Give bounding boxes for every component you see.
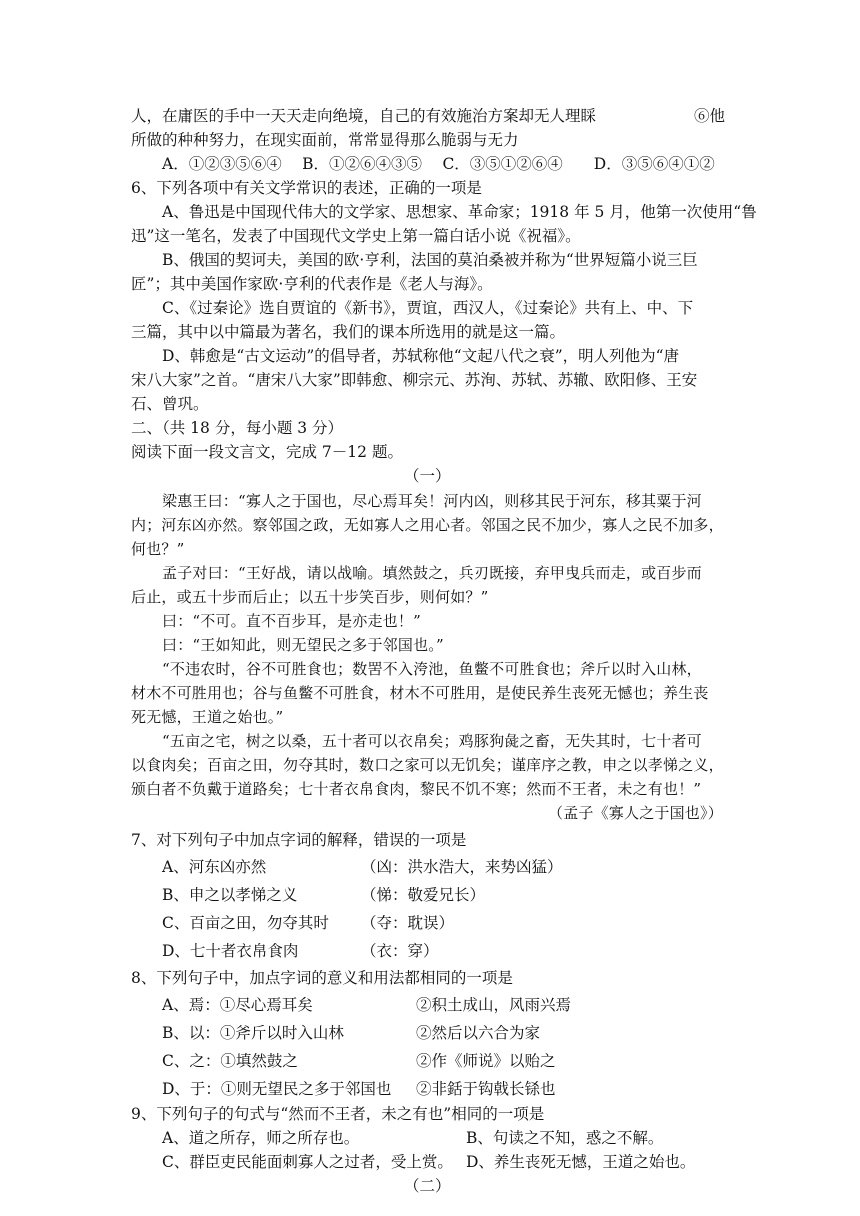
option-gloss: （悌：敬爱兄长） (361, 886, 486, 904)
option-gloss: （衣：穿） (361, 942, 439, 960)
option-line: B、句读之不知，惑之不解。 (466, 1129, 664, 1147)
option-line: ②然后以六合为家 (416, 1024, 541, 1042)
passage-line: 后止，或五十步而后止；以五十步笑百步，则何如？” (131, 588, 489, 606)
text-line: B、俄国的契诃夫，美国的欧·亨利，法国的莫泊桑被并称为“世界短篇小说三巨 (162, 251, 698, 269)
option-line: A、道之所存，师之所存也。 (162, 1129, 360, 1147)
option-line: B、以：①斧斤以时入山林 (162, 1024, 344, 1042)
text-line: 三篇，其中以中篇最为著名，我们的课本所选用的就是这一篇。 (131, 323, 566, 341)
option-line: A．①②③⑤⑥④ B．①②⑥④③⑤ C．③⑤①②⑥④ D．③⑤⑥④①② (162, 155, 715, 173)
option-line: ②积土成山，风雨兴焉 (416, 996, 572, 1014)
passage-line: 曰：“不可。直不百步耳，是亦走也！” (162, 612, 421, 630)
option-line: C、群臣吏民能面刺寡人之过者，受上赏。 (162, 1153, 453, 1171)
text-line: 所做的种种努力，在现实面前，常常显得那么脆弱与无力 (131, 131, 519, 149)
text-line: A、鲁迅是中国现代伟大的文学家、思想家、革命家；1918 年 5 月，他第一次使用“鲁 (162, 203, 757, 221)
passage-number: （二） (404, 1177, 451, 1195)
question-stem: 9、下列句子的句式与“然而不王者，未之有也”相同的一项是 (131, 1105, 545, 1123)
text-line: ⑥他 (694, 107, 726, 125)
passage-line: 材木不可胜用也；谷与鱼鳖不可胜食，材木不可胜用，是使民养生丧死无憾也；养生丧 (131, 684, 709, 702)
text-line: 人，在庸医的手中一天天走向绝境，自己的有效施治方案却无人理睬 (131, 107, 597, 125)
text-line: 石、曾巩。 (131, 395, 209, 413)
option-line: ②作《师说》以贻之 (416, 1052, 556, 1070)
option-line: D、于：①则无望民之多于邻国也 (162, 1080, 392, 1098)
passage-line: 以食肉矣；百亩之田，勿夺其时，数口之家可以无饥矣；谨庠序之教，申之以孝悌之义， (131, 756, 724, 774)
text-line: C、《过秦论》选自贾谊的《新书》，贾谊，西汉人，《过秦论》共有上、中、下 (162, 299, 694, 317)
passage-line: 死无憾，王道之始也。” (131, 708, 284, 726)
passage-line: “五亩之宅，树之以桑，五十者可以衣帛矣；鸡豚狗彘之畜，无失其时，七十者可 (162, 732, 702, 750)
passage-line: 梁惠王曰：“寡人之于国也，尽心焉耳矣！河内凶，则移其民于河东，移其粟于河 (162, 492, 702, 510)
text-line: 匠”；其中美国作家欧·亨利的代表作是《老人与海》。 (131, 275, 493, 293)
option-line: D、七十者衣帛食肉 (162, 942, 299, 960)
question-stem: 8、下列句子中，加点字词的意义和用法都相同的一项是 (131, 969, 513, 987)
text-line: 宋八大家”之首。“唐宋八大家”即韩愈、柳宗元、苏洵、苏轼、苏辙、欧阳修、王安 (131, 371, 698, 389)
option-line: C、之：①填然鼓之 (162, 1052, 298, 1070)
passage-number: （一） (404, 467, 451, 485)
section-heading: 二、（共 18 分，每小题 3 分） (131, 419, 344, 437)
section-instruction: 阅读下面一段文言文，完成 7－12 题。 (131, 443, 403, 461)
passage-line: 曰：“王如知此，则无望民之多于邻国也。” (162, 636, 444, 654)
option-gloss: （凶：洪水浩大，来势凶猛） (361, 858, 563, 876)
option-line: ②非銛于钩戟长铩也 (416, 1080, 556, 1098)
passage-line: 何也？” (131, 540, 185, 558)
text-line: 迅”这一笔名，发表了中国现代文学史上第一篇白话小说《祝福》。 (131, 227, 581, 245)
option-line: B、申之以孝悌之义 (162, 886, 298, 904)
option-line: A、河东凶亦然 (162, 858, 267, 876)
question-stem: 6、下列各项中有关文学常识的表述，正确的一项是 (131, 179, 482, 197)
option-gloss: （夺：耽误） (361, 914, 455, 932)
text-line: D、韩愈是“古文运动”的倡导者，苏轼称他“文起八代之衰”，明人列他为“唐 (162, 347, 680, 365)
passage-line: 颁白者不负戴于道路矣；七十者衣帛食肉，黎民不饥不寒；然而不王者，未之有也！” (131, 780, 702, 798)
passage-line: 孟子对曰：“王好战，请以战喻。填然鼓之，兵刃既接，弃甲曳兵而走，或百步而 (162, 564, 702, 582)
passage-source: （孟子《寡人之于国也》） (548, 804, 723, 822)
option-line: D、养生丧死无憾，王道之始也。 (466, 1153, 696, 1171)
option-line: A、焉：①尽心焉耳矣 (162, 996, 313, 1014)
passage-line: 内；河东凶亦然。察邻国之政，无如寡人之用心者。邻国之民不加少，寡人之民不加多， (131, 516, 724, 534)
option-line: C、百亩之田，勿夺其时 (162, 914, 329, 932)
passage-line: “不违农时，谷不可胜食也；数罟不入洿池，鱼鳖不可胜食也；斧斤以时入山林， (162, 660, 702, 678)
question-stem: 7、对下列句子中加点字词的解释，错误的一项是 (131, 831, 467, 849)
